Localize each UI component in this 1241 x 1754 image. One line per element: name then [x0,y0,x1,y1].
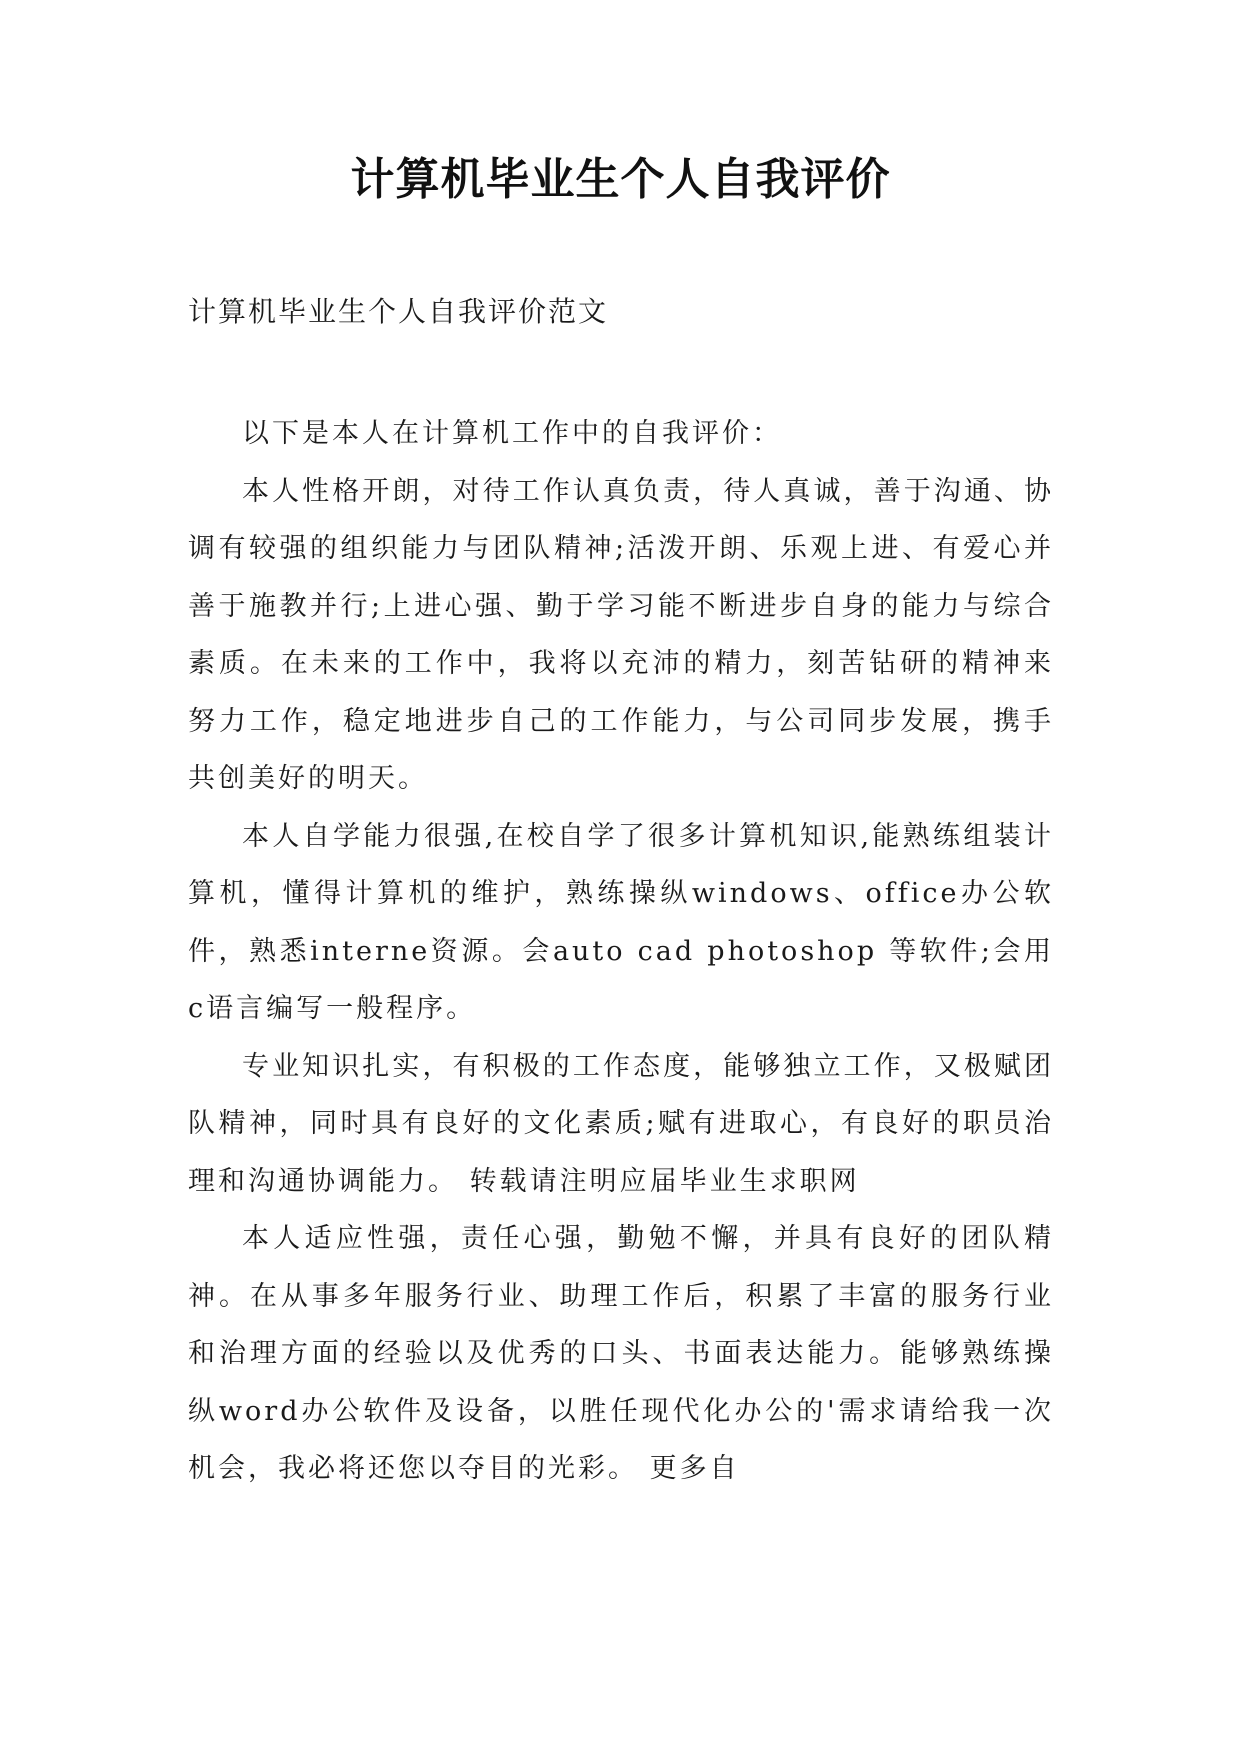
paragraph-personality: 本人性格开朗，对待工作认真负责，待人真诚，善于沟通、协调有较强的组织能力与团队精神;活泼开朗、乐观上进、有爱心并善于施教并行;上进心强、勤于学习能不断进步自身的能力与综合素质。在未来的工作中，我将以充沛的精力，刻苦钻研的精神来努力工作，稳定地进步自己的工作能力，与公司同步发展，携手共创美好的明天。 [188,475,1054,794]
document-body [188,405,1054,1498]
document-subtitle: 计算机毕业生个人自我评价范文 [188,295,609,328]
paragraph-intro: 以下是本人在计算机工作中的自我评价： [242,418,782,449]
paragraph-professional-knowledge: 专业知识扎实，有积极的工作态度，能够独立工作，又极赋团队精神，同时具有良好的文化素质;赋有进取心，有良好的职员治理和沟通协调能力。 转载请注明应届毕业生求职网 [188,1050,1054,1197]
document-title: 计算机毕业生个人自我评价 [350,154,891,205]
paragraph-computer-skills: 本人自学能力很强,在校自学了很多计算机知识,能熟练组装计算机，懂得计算机的维护，熟练操纵windows、office办公软件，熟悉interne资源。会auto cad photoshop 等软件;会用c语言编写一般程序。 [188,820,1054,1024]
paragraph-adaptability: 本人适应性强，责任心强，勤勉不懈，并具有良好的团队精神。在从事多年服务行业、助理工作后，积累了丰富的服务行业和治理方面的经验以及优秀的口头、书面表达能力。能够熟练操纵word办公软件及设备，以胜任现代化办公的'需求请给我一次机会，我必将还您以夺目的光彩。 更多自 [188,1223,1054,1484]
